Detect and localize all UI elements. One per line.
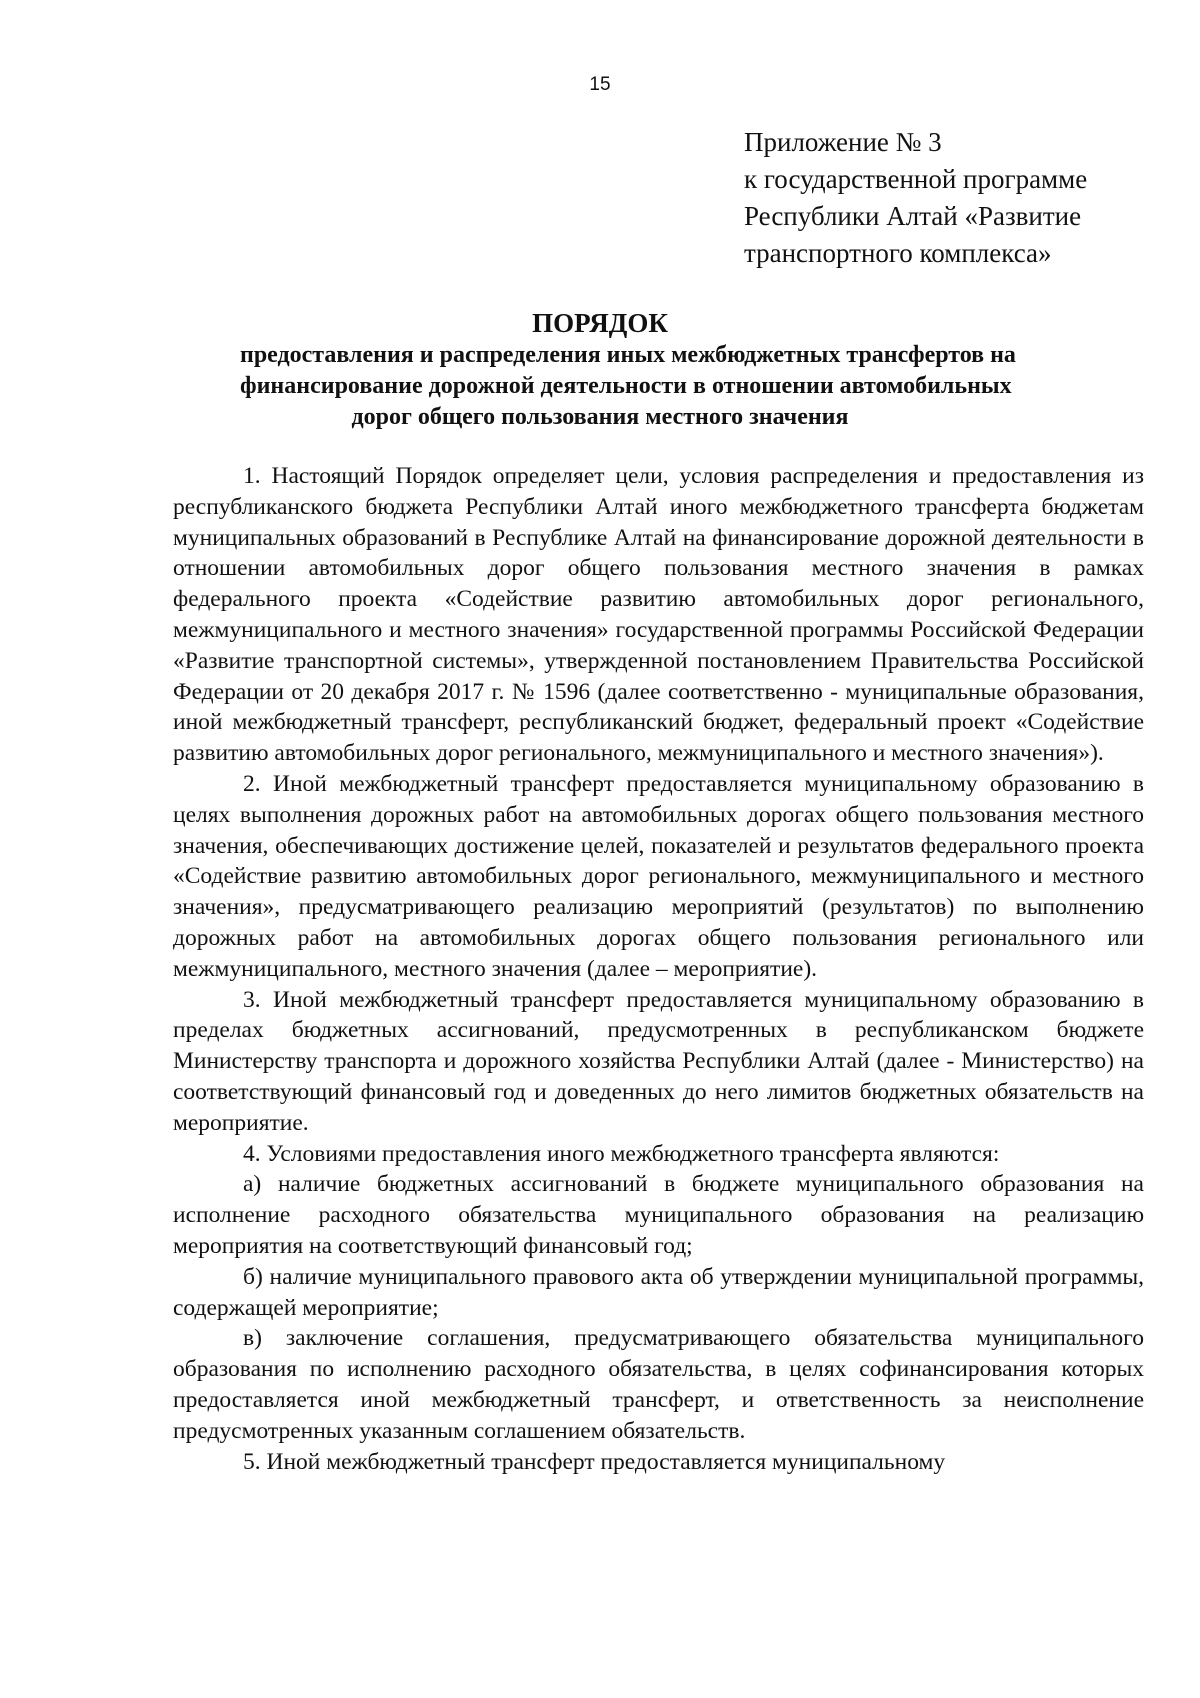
appendix-line: Приложение № 3 [744,127,942,157]
subtitle-line: финансирование дорожной деятельности в отношении автомобильных [240,373,1012,399]
document-subtitle [240,340,1016,433]
subtitle-line: дорог общего пользования местного значения [351,404,849,430]
paragraph-4b: б) наличие муниципального правового акта об утверждении муниципальной программы, содержащей мероприятие; [173,1263,1144,1321]
paragraph-1: 1. Настоящий Порядок определяет цели, условия распределения и предоставления из республиканского бюджета Республики Алтай иного межбюджетного трансферта бюджетам муниципальных образований в Республике Алтай на финансирование дорожной деятельности в отношении автомобильных дорог общего пользования местного значения в рамках федерального проекта «Содействие развитию автомобильных дорог регионального, межмуниципального и местного значения» государственной программы Российской Федерации «Развитие транспортной системы», утвержденной постановлением Правительства Российской Федерации от 20 декабря 2017 г. № 1596 (далее соответственно - муниципальные образования, иной межбюджетный трансферт, республиканский бюджет, федеральный проект «Содействие развитию автомобильных дорог регионального, межмуниципального и местного значения»). [173,463,1144,767]
paragraph-2: 2. Иной межбюджетный трансферт предоставляется муниципальному образованию в целях выполнения дорожных работ на автомобильных дорогах общего пользования местного значения, обеспечивающих достижение целей, показателей и результатов федерального проекта «Содействие развитию автомобильных дорог регионального, межмуниципального и местного значения», предусматривающего реализацию мероприятий (результатов) по выполнению дорожных работ на автомобильных дорогах общего пользования регионального или межмуниципального, местного значения (далее – мероприятие). [173,770,1144,982]
paragraph-5: 5. Иной межбюджетный трансферт предоставляется муниципальному [243,1448,946,1475]
appendix-line: транспортного комплекса» [744,238,1052,268]
paragraph-4: 4. Условиями предоставления иного межбюджетного трансферта являются: [243,1140,1000,1167]
page-number: 15 [589,74,611,95]
document-title: ПОРЯДОК [532,308,668,338]
document-body [173,461,1144,1477]
appendix-line: Республики Алтай «Развитие [744,201,1082,231]
paragraph-4c: в) заключение соглашения, предусматривающего обязательства муниципального образования по исполнению расходного обязательства, в целях софинансирования которых предоставляется иной межбюджетный трансферт, и ответственность за неисполнение предусмотренных указанным соглашением обязательств. [173,1325,1144,1444]
appendix-line: к государственной программе [744,164,1088,194]
appendix-block [744,124,1144,272]
subtitle-line: предоставления и распределения иных межбюджетных трансфертов на [240,342,1016,368]
paragraph-3: 3. Иной межбюджетный трансферт предоставляется муниципальному образованию в пределах бюджетных ассигнований, предусмотренных в республиканском бюджете Министерству транспорта и дорожного хозяйства Республики Алтай (далее - Министерство) на соответствующий финансовый год и доведенных до него лимитов бюджетных обязательств на мероприятие. [173,986,1144,1136]
paragraph-4a: а) наличие бюджетных ассигнований в бюджете муниципального образования на исполнение расходного обязательства муниципального образования на реализацию мероприятия на соответствующий финансовый год; [173,1171,1144,1259]
